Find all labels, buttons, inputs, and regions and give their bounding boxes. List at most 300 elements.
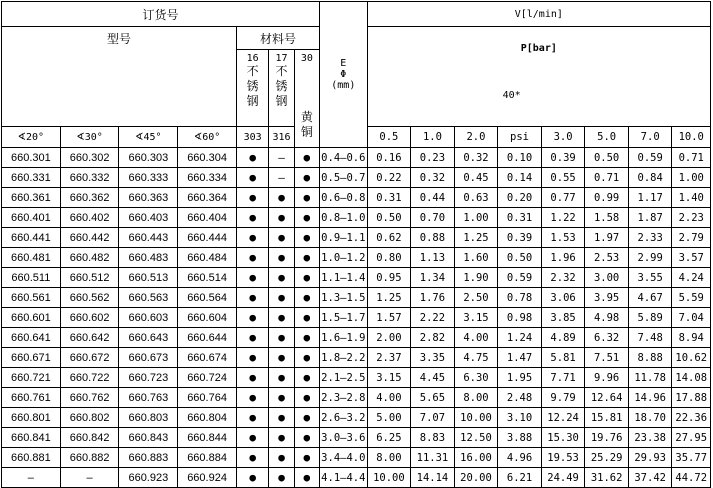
model-30-cell: 660.642 <box>60 328 119 348</box>
flow-2-0-cell: 1.25 <box>454 228 498 248</box>
model-60-cell: 660.644 <box>178 328 237 348</box>
flow-0-5-cell: 3.15 <box>367 368 411 388</box>
flow-7-0-cell: 8.88 <box>628 348 672 368</box>
flow-7-0-cell: 1.17 <box>628 188 672 208</box>
pressure-note: 40* <box>502 89 521 101</box>
model-20-cell: 660.401 <box>2 208 61 228</box>
model-45-cell: 660.333 <box>119 168 178 188</box>
model-45-cell: 660.803 <box>119 408 178 428</box>
material-16-mark: ● <box>236 248 268 268</box>
model-30-cell: 660.722 <box>60 368 119 388</box>
flow-rate-header: V[l/min] <box>367 2 710 27</box>
model-20-cell: 660.721 <box>2 368 61 388</box>
flow-7-0-cell: 3.55 <box>628 268 672 288</box>
table-row <box>2 328 711 348</box>
material-30-code: 30 <box>300 53 313 64</box>
flow-1-0-cell: 4.45 <box>411 368 455 388</box>
model-45-cell: 660.363 <box>119 188 178 208</box>
material-17-name: 不锈钢 <box>275 64 288 108</box>
flow-3-0-cell: 2.32 <box>541 268 585 288</box>
e-range-cell: 1.5–1.7 <box>320 308 368 328</box>
material-30-cell <box>294 50 319 148</box>
flow-2-0-cell: 10.00 <box>454 408 498 428</box>
flow-psi-cell: 0.59 <box>498 268 542 288</box>
flow-psi-cell: 0.14 <box>498 168 542 188</box>
material-17-mark: ● <box>269 408 294 428</box>
material-17-mark: – <box>269 148 294 168</box>
material-16-mark: ● <box>236 308 268 328</box>
material-17-mark: ● <box>269 348 294 368</box>
flow-10-0-cell: 8.94 <box>672 328 711 348</box>
flow-psi-cell: 0.78 <box>498 288 542 308</box>
e-range-cell: 0.6–0.8 <box>320 188 368 208</box>
model-20-cell: 660.441 <box>2 228 61 248</box>
material-30-mark: ● <box>294 308 319 328</box>
flow-10-0-cell: 44.72 <box>672 468 711 488</box>
table-row <box>2 348 711 368</box>
flow-psi-cell: 3.88 <box>498 428 542 448</box>
model-60-cell: 660.514 <box>178 268 237 288</box>
model-30-cell: 660.302 <box>60 148 119 168</box>
table-row <box>2 468 711 488</box>
pressure-header <box>367 27 710 127</box>
flow-5-0-cell: 31.62 <box>585 468 629 488</box>
material-30-mark: ● <box>294 428 319 448</box>
flow-psi-cell: 4.96 <box>498 448 542 468</box>
material-30-mark: ● <box>294 228 319 248</box>
material-16-mark: ● <box>236 328 268 348</box>
flow-2-0-cell: 12.50 <box>454 428 498 448</box>
flow-2-0-cell: 8.00 <box>454 388 498 408</box>
table-row <box>2 168 711 188</box>
flow-0-5-cell: 10.00 <box>367 468 411 488</box>
model-45-cell: 660.513 <box>119 268 178 288</box>
flow-0-5-cell: 0.95 <box>367 268 411 288</box>
flow-3-0-cell: 15.30 <box>541 428 585 448</box>
flow-1-0-cell: 0.88 <box>411 228 455 248</box>
material-17-mark: ● <box>269 468 294 488</box>
flow-7-0-cell: 2.33 <box>628 228 672 248</box>
e-range-cell: 2.3–2.8 <box>320 388 368 408</box>
flow-5-0-cell: 25.29 <box>585 448 629 468</box>
model-45-cell: 660.763 <box>119 388 178 408</box>
material-30-mark: ● <box>294 348 319 368</box>
flow-0-5-cell: 1.25 <box>367 288 411 308</box>
material-30-mark: ● <box>294 248 319 268</box>
order-number-header: 订货号 <box>2 2 320 27</box>
model-20-cell: 660.301 <box>2 148 61 168</box>
table-row <box>2 308 711 328</box>
model-45-cell: 660.303 <box>119 148 178 168</box>
flow-7-0-cell: 14.96 <box>628 388 672 408</box>
model-60-cell: 660.484 <box>178 248 237 268</box>
material-30-name: 黄铜 <box>300 110 313 139</box>
model-20-cell: 660.331 <box>2 168 61 188</box>
model-30-cell: 660.362 <box>60 188 119 208</box>
flow-10-0-cell: 5.59 <box>672 288 711 308</box>
flow-1-0-cell: 0.70 <box>411 208 455 228</box>
e-range-cell: 0.5–0.7 <box>320 168 368 188</box>
model-60-cell: 660.604 <box>178 308 237 328</box>
flow-3-0-cell: 19.53 <box>541 448 585 468</box>
model-20-cell: 660.801 <box>2 408 61 428</box>
flow-10-0-cell: 3.57 <box>672 248 711 268</box>
flow-5-0-cell: 9.96 <box>585 368 629 388</box>
flow-5-0-cell: 1.58 <box>585 208 629 228</box>
flow-5-0-cell: 7.51 <box>585 348 629 368</box>
model-20-cell: 660.881 <box>2 448 61 468</box>
flow-5-0-cell: 1.97 <box>585 228 629 248</box>
flow-1-0-cell: 14.14 <box>411 468 455 488</box>
flow-3-0-cell: 0.77 <box>541 188 585 208</box>
flow-10-0-cell: 17.88 <box>672 388 711 408</box>
material-17-number: 316 <box>269 127 294 148</box>
material-16-mark: ● <box>236 468 268 488</box>
material-17-mark: ● <box>269 228 294 248</box>
model-30-cell: 660.562 <box>60 288 119 308</box>
model-30-cell: 660.402 <box>60 208 119 228</box>
flow-3-0-cell: 24.49 <box>541 468 585 488</box>
model-20-cell: 660.761 <box>2 388 61 408</box>
flow-1-0-cell: 2.82 <box>411 328 455 348</box>
table-row <box>2 228 711 248</box>
flow-3-0-cell: 1.96 <box>541 248 585 268</box>
flow-0-5-cell: 2.37 <box>367 348 411 368</box>
pressure-7-0: 7.0 <box>628 127 672 148</box>
table-body <box>2 148 711 488</box>
e-phi-header <box>320 2 368 148</box>
model-60-cell: 660.884 <box>178 448 237 468</box>
flow-psi-cell: 6.21 <box>498 468 542 488</box>
material-16-name: 不锈钢 <box>246 64 259 108</box>
table-row <box>2 448 711 468</box>
material-16-mark: ● <box>236 408 268 428</box>
flow-psi-cell: 3.10 <box>498 408 542 428</box>
e-range-cell: 3.0–3.6 <box>320 428 368 448</box>
flow-10-0-cell: 7.04 <box>672 308 711 328</box>
material-16-mark: ● <box>236 348 268 368</box>
model-60-cell: 660.924 <box>178 468 237 488</box>
flow-7-0-cell: 4.67 <box>628 288 672 308</box>
flow-1-0-cell: 3.35 <box>411 348 455 368</box>
material-30-mark: ● <box>294 208 319 228</box>
flow-2-0-cell: 3.15 <box>454 308 498 328</box>
e-range-cell: 3.4–4.0 <box>320 448 368 468</box>
material-16-mark: ● <box>236 208 268 228</box>
flow-5-0-cell: 6.32 <box>585 328 629 348</box>
flow-7-0-cell: 5.89 <box>628 308 672 328</box>
flow-2-0-cell: 1.00 <box>454 208 498 228</box>
model-60-cell: 660.444 <box>178 228 237 248</box>
model-30-cell: 660.762 <box>60 388 119 408</box>
flow-1-0-cell: 1.34 <box>411 268 455 288</box>
table-row <box>2 268 711 288</box>
flow-2-0-cell: 1.60 <box>454 248 498 268</box>
model-45-cell: 660.643 <box>119 328 178 348</box>
model-60-cell: 660.764 <box>178 388 237 408</box>
material-16-mark: ● <box>236 368 268 388</box>
e-range-cell: 0.4–0.6 <box>320 148 368 168</box>
material-17-mark: ● <box>269 248 294 268</box>
model-header <box>2 27 237 127</box>
flow-1-0-cell: 8.83 <box>411 428 455 448</box>
flow-0-5-cell: 1.57 <box>367 308 411 328</box>
material-16-mark: ● <box>236 148 268 168</box>
flow-2-0-cell: 20.00 <box>454 468 498 488</box>
flow-3-0-cell: 5.81 <box>541 348 585 368</box>
flow-2-0-cell: 1.90 <box>454 268 498 288</box>
e-range-cell: 1.1–1.4 <box>320 268 368 288</box>
e-label: E <box>340 58 347 69</box>
flow-3-0-cell: 0.39 <box>541 148 585 168</box>
flow-10-0-cell: 10.62 <box>672 348 711 368</box>
pressure-10-0: 10.0 <box>672 127 711 148</box>
pressure-1-0: 1.0 <box>411 127 455 148</box>
flow-10-0-cell: 0.71 <box>672 148 711 168</box>
flow-3-0-cell: 7.71 <box>541 368 585 388</box>
material-16-mark: ● <box>236 168 268 188</box>
flow-10-0-cell: 14.08 <box>672 368 711 388</box>
flow-10-0-cell: 1.40 <box>672 188 711 208</box>
flow-10-0-cell: 27.95 <box>672 428 711 448</box>
flow-1-0-cell: 0.32 <box>411 168 455 188</box>
flow-5-0-cell: 0.99 <box>585 188 629 208</box>
flow-0-5-cell: 6.25 <box>367 428 411 448</box>
flow-3-0-cell: 4.89 <box>541 328 585 348</box>
material-17-mark: ● <box>269 428 294 448</box>
model-45-cell: 660.443 <box>119 228 178 248</box>
material-30-mark: ● <box>294 328 319 348</box>
flow-psi-cell: 0.20 <box>498 188 542 208</box>
flow-0-5-cell: 8.00 <box>367 448 411 468</box>
material-17-mark: ● <box>269 328 294 348</box>
material-17-mark: ● <box>269 288 294 308</box>
table-row <box>2 428 711 448</box>
flow-psi-cell: 1.24 <box>498 328 542 348</box>
material-30-mark: ● <box>294 368 319 388</box>
mm-unit: (mm) <box>331 80 356 91</box>
flow-0-5-cell: 5.00 <box>367 408 411 428</box>
flow-0-5-cell: 0.50 <box>367 208 411 228</box>
flow-7-0-cell: 29.93 <box>628 448 672 468</box>
flow-3-0-cell: 9.79 <box>541 388 585 408</box>
angle-30-header: ∢30° <box>60 127 119 148</box>
flow-0-5-cell: 0.62 <box>367 228 411 248</box>
material-16-mark: ● <box>236 288 268 308</box>
flow-5-0-cell: 0.50 <box>585 148 629 168</box>
flow-0-5-cell: 0.80 <box>367 248 411 268</box>
material-16-mark: ● <box>236 388 268 408</box>
flow-psi-cell: 0.39 <box>498 228 542 248</box>
material-17-mark: ● <box>269 208 294 228</box>
model-20-cell: 660.601 <box>2 308 61 328</box>
e-range-cell: 1.0–1.2 <box>320 248 368 268</box>
model-30-cell: 660.332 <box>60 168 119 188</box>
material-30-mark: ● <box>294 168 319 188</box>
flow-psi-cell: 1.95 <box>498 368 542 388</box>
model-20-cell: 660.641 <box>2 328 61 348</box>
table-row <box>2 148 711 168</box>
material-17-mark: ● <box>269 448 294 468</box>
model-45-cell: 660.723 <box>119 368 178 388</box>
flow-7-0-cell: 18.70 <box>628 408 672 428</box>
model-30-cell: – <box>60 468 119 488</box>
flow-1-0-cell: 1.76 <box>411 288 455 308</box>
model-45-cell: 660.673 <box>119 348 178 368</box>
model-20-cell: 660.361 <box>2 188 61 208</box>
flow-3-0-cell: 3.06 <box>541 288 585 308</box>
flow-7-0-cell: 37.42 <box>628 468 672 488</box>
model-60-cell: 660.334 <box>178 168 237 188</box>
flow-psi-cell: 0.31 <box>498 208 542 228</box>
angle-45-header: ∢45° <box>119 127 178 148</box>
flow-7-0-cell: 0.59 <box>628 148 672 168</box>
flow-2-0-cell: 0.45 <box>454 168 498 188</box>
pressure-3-0: 3.0 <box>541 127 585 148</box>
material-30-mark: ● <box>294 188 319 208</box>
table-row <box>2 368 711 388</box>
model-60-cell: 660.364 <box>178 188 237 208</box>
material-17-mark: ● <box>269 308 294 328</box>
model-45-cell: 660.603 <box>119 308 178 328</box>
material-16-mark: ● <box>236 188 268 208</box>
model-30-cell: 660.512 <box>60 268 119 288</box>
model-20-cell: 660.671 <box>2 348 61 368</box>
e-range-cell: 4.1–4.4 <box>320 468 368 488</box>
phi-symbol: Φ <box>340 69 347 80</box>
model-60-cell: 660.404 <box>178 208 237 228</box>
material-17-mark: ● <box>269 388 294 408</box>
flow-psi-cell: 0.50 <box>498 248 542 268</box>
material-17-mark: ● <box>269 368 294 388</box>
flow-2-0-cell: 4.00 <box>454 328 498 348</box>
model-30-cell: 660.602 <box>60 308 119 328</box>
e-range-cell: 1.8–2.2 <box>320 348 368 368</box>
model-45-cell: 660.883 <box>119 448 178 468</box>
material-16-number: 303 <box>236 127 268 148</box>
model-label: 型号 <box>106 32 131 46</box>
angle-20-header: ∢20° <box>2 127 61 148</box>
flow-1-0-cell: 7.07 <box>411 408 455 428</box>
flow-3-0-cell: 1.53 <box>541 228 585 248</box>
e-range-cell: 0.8–1.0 <box>320 208 368 228</box>
model-30-cell: 660.842 <box>60 428 119 448</box>
table-header <box>2 2 711 148</box>
flow-1-0-cell: 1.13 <box>411 248 455 268</box>
flow-7-0-cell: 23.38 <box>628 428 672 448</box>
flow-1-0-cell: 5.65 <box>411 388 455 408</box>
model-20-cell: 660.841 <box>2 428 61 448</box>
flow-7-0-cell: 2.99 <box>628 248 672 268</box>
material-30-mark: ● <box>294 148 319 168</box>
material-16-mark: ● <box>236 268 268 288</box>
flow-1-0-cell: 11.31 <box>411 448 455 468</box>
e-range-cell: 2.1–2.5 <box>320 368 368 388</box>
model-20-cell: – <box>2 468 61 488</box>
material-16-mark: ● <box>236 228 268 248</box>
flow-5-0-cell: 19.76 <box>585 428 629 448</box>
spec-table <box>1 1 711 488</box>
flow-3-0-cell: 12.24 <box>541 408 585 428</box>
flow-7-0-cell: 0.84 <box>628 168 672 188</box>
pressure-label: P[bar] <box>520 42 557 54</box>
flow-10-0-cell: 2.23 <box>672 208 711 228</box>
flow-10-0-cell: 1.00 <box>672 168 711 188</box>
table-row <box>2 208 711 228</box>
model-20-cell: 660.481 <box>2 248 61 268</box>
flow-3-0-cell: 3.85 <box>541 308 585 328</box>
flow-1-0-cell: 2.22 <box>411 308 455 328</box>
model-45-cell: 660.923 <box>119 468 178 488</box>
flow-5-0-cell: 4.98 <box>585 308 629 328</box>
material-16-mark: ● <box>236 448 268 468</box>
e-range-cell: 1.3–1.5 <box>320 288 368 308</box>
flow-0-5-cell: 0.16 <box>367 148 411 168</box>
flow-2-0-cell: 16.00 <box>454 448 498 468</box>
flow-10-0-cell: 4.24 <box>672 268 711 288</box>
flow-0-5-cell: 2.00 <box>367 328 411 348</box>
flow-10-0-cell: 2.79 <box>672 228 711 248</box>
pressure-2-0: 2.0 <box>454 127 498 148</box>
flow-5-0-cell: 3.95 <box>585 288 629 308</box>
flow-5-0-cell: 3.00 <box>585 268 629 288</box>
flow-3-0-cell: 1.22 <box>541 208 585 228</box>
flow-0-5-cell: 4.00 <box>367 388 411 408</box>
model-45-cell: 660.403 <box>119 208 178 228</box>
model-60-cell: 660.304 <box>178 148 237 168</box>
flow-psi-cell: 0.98 <box>498 308 542 328</box>
flow-7-0-cell: 7.48 <box>628 328 672 348</box>
model-60-cell: 660.724 <box>178 368 237 388</box>
table-row <box>2 188 711 208</box>
model-60-cell: 660.804 <box>178 408 237 428</box>
model-45-cell: 660.563 <box>119 288 178 308</box>
material-30-mark: ● <box>294 388 319 408</box>
material-header: 材料号 <box>236 27 319 50</box>
model-45-cell: 660.843 <box>119 428 178 448</box>
model-30-cell: 660.442 <box>60 228 119 248</box>
flow-0-5-cell: 0.22 <box>367 168 411 188</box>
flow-2-0-cell: 0.32 <box>454 148 498 168</box>
material-30-mark: ● <box>294 468 319 488</box>
e-range-cell: 0.9–1.1 <box>320 228 368 248</box>
flow-psi-cell: 2.48 <box>498 388 542 408</box>
material-17-mark: – <box>269 168 294 188</box>
model-60-cell: 660.674 <box>178 348 237 368</box>
material-30-mark: ● <box>294 408 319 428</box>
model-30-cell: 660.482 <box>60 248 119 268</box>
material-16-cell <box>236 50 268 127</box>
angle-60-header: ∢60° <box>178 127 237 148</box>
flow-10-0-cell: 35.77 <box>672 448 711 468</box>
flow-5-0-cell: 2.53 <box>585 248 629 268</box>
flow-1-0-cell: 0.44 <box>411 188 455 208</box>
flow-5-0-cell: 15.81 <box>585 408 629 428</box>
material-17-code: 17 <box>275 53 288 64</box>
model-60-cell: 660.564 <box>178 288 237 308</box>
material-17-mark: ● <box>269 188 294 208</box>
model-30-cell: 660.672 <box>60 348 119 368</box>
table-row <box>2 288 711 308</box>
material-30-mark: ● <box>294 268 319 288</box>
table-row <box>2 388 711 408</box>
flow-5-0-cell: 0.71 <box>585 168 629 188</box>
pressure-psi: psi <box>498 127 542 148</box>
e-range-cell: 1.6–1.9 <box>320 328 368 348</box>
material-30-mark: ● <box>294 288 319 308</box>
flow-5-0-cell: 12.64 <box>585 388 629 408</box>
flow-2-0-cell: 4.75 <box>454 348 498 368</box>
